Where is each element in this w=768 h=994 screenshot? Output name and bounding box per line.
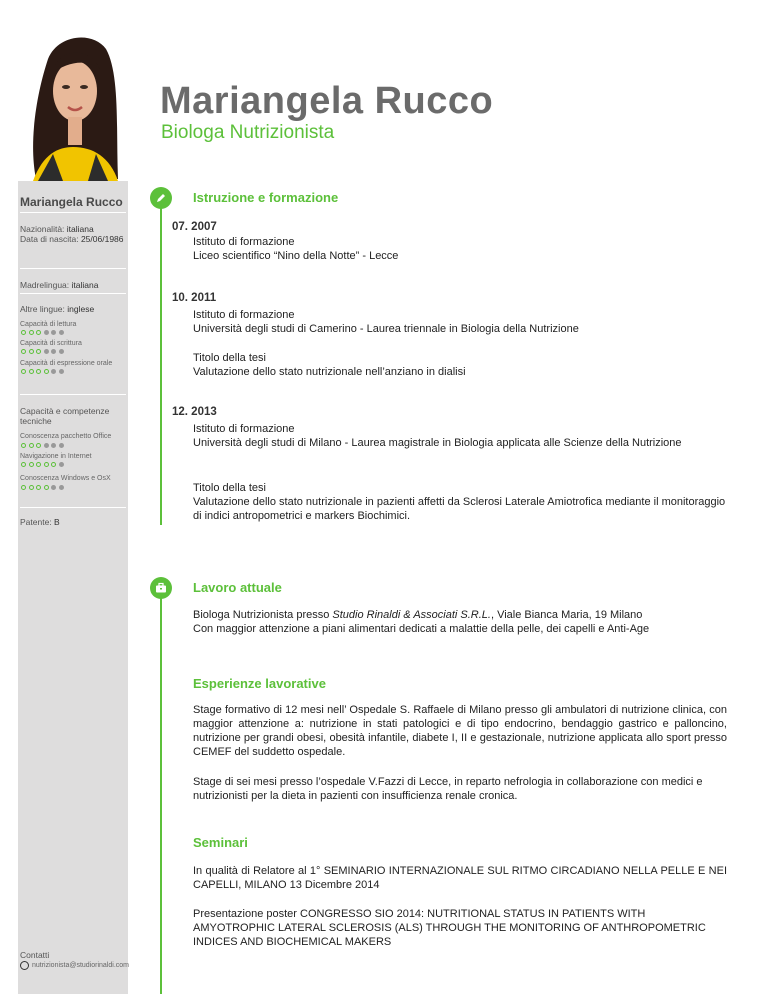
mother-tongue-value: italiana [71,280,99,290]
section-title-education: Istruzione e formazione [193,190,339,205]
skill-rating-reading [21,330,64,338]
thesis-entry [193,351,727,379]
education-label: Istituto di formazione [193,309,295,321]
sidebar-name: Mariangela Rucco [20,195,123,209]
page-subtitle: Biologa Nutrizionista [161,122,335,143]
sidebar-divider [20,268,126,269]
license-value: B [54,517,60,527]
education-entry [193,308,727,336]
education-date: 07. 2007 [172,221,217,233]
rating-dot-filled [21,330,26,335]
rating-dot-empty [59,485,64,490]
rating-dot-filled [29,462,34,467]
skill-label-writing: Capacità di scrittura [20,340,82,347]
sidebar-divider [20,212,126,213]
thesis-label: Titolo della tesi [193,482,266,494]
education-value: Università degli studi di Milano - Laurea magistrale in Biologia applicata alle Scienze della Nutrizione [193,437,682,449]
contact-email[interactable] [20,961,129,970]
rating-dot-filled [36,330,41,335]
page-title: Mariangela Rucco [160,80,494,122]
sidebar-divider [20,293,126,294]
skill-rating-speaking [21,369,64,377]
license-label: Patente: [20,517,55,527]
rating-dot-empty [51,349,56,354]
experience-paragraph: Stage di sei mesi presso l’ospedale V.Fazzi di Lecce, in reparto nefrologia in collaborazione con medici e nutrizionisti per la dieta in pazienti con insufficienza renale cronica. [193,776,703,802]
birthdate [20,234,124,244]
rating-dot-empty [59,443,64,448]
skill-rating-writing [21,349,64,357]
rating-dot-filled [36,369,41,374]
tech-skill-label-office: Conoscenza pacchetto Office [20,433,112,440]
tech-skill-rating-office [21,443,64,451]
rating-dot-empty [44,330,49,335]
rating-dot-empty [51,369,56,374]
rating-dot-empty [44,349,49,354]
pencil-icon [150,187,172,209]
email-icon [20,961,29,970]
nationality-label: Nazionalità: [20,224,67,234]
rating-dot-filled [21,485,26,490]
rating-dot-filled [36,462,41,467]
education-date: 12. 2013 [172,406,217,418]
current-job-company: Studio Rinaldi & Associati S.R.L. [332,609,491,621]
current-job-line-1 [193,608,727,622]
rating-dot-filled [51,462,56,467]
birthdate-value: 25/06/1986 [80,234,124,244]
competences-title-1: Capacità e competenze [20,406,110,416]
thesis-entry [193,481,727,523]
rating-dot-empty [59,330,64,335]
briefcase-icon [150,577,172,599]
rating-dot-filled [21,462,26,467]
rating-dot-empty [51,485,56,490]
section-title-current-job: Lavoro attuale [193,580,282,595]
rating-dot-filled [44,369,49,374]
education-value: Università degli studi di Camerino - Laurea triennale in Biologia della Nutrizione [193,323,579,335]
contacts-label: Contatti [20,950,50,960]
rating-dot-filled [36,443,41,448]
mother-tongue-label: Madrelingua: [20,280,72,290]
rating-dot-filled [21,349,26,354]
rating-dot-filled [29,443,34,448]
other-languages-value: inglese [67,304,95,314]
nationality-value: italiana [66,224,94,234]
rating-dot-empty [59,369,64,374]
rating-dot-empty [59,349,64,354]
rating-dot-filled [36,349,41,354]
tech-skill-label-internet: Navigazione in Internet [20,453,92,460]
sidebar-divider [20,394,126,395]
rating-dot-empty [44,443,49,448]
birthdate-label: Data di nascita: [20,234,81,244]
skill-label-speaking: Capacità di espressione orale [20,360,113,367]
education-label: Istituto di formazione [193,236,295,248]
current-job-suffix: , Viale Bianca Maria, 19 Milano [490,609,643,621]
rating-dot-filled [29,349,34,354]
rating-dot-filled [36,485,41,490]
rating-dot-filled [29,330,34,335]
rating-dot-filled [29,369,34,374]
other-languages [20,304,94,314]
education-label: Istituto di formazione [193,423,295,435]
rating-dot-empty [51,443,56,448]
skill-label-reading: Capacità di lettura [20,321,77,328]
other-languages-label: Altre lingue: [20,304,68,314]
tech-skill-label-os: Conoscenza Windows e OsX [20,475,111,482]
thesis-label: Titolo della tesi [193,352,266,364]
education-entry [193,422,727,450]
seminar-paragraph: Presentazione poster CONGRESSO SIO 2014: NUTRITIONAL STATUS IN PATIENTS WITH AMYOTROPHIC LATERAL SCLEROSIS (ALS) THROUGH THE MONITORING OF ANTHROPOMETRIC INDICES AND BIOCHEMICAL MAKERS [193,908,706,948]
tech-skill-rating-internet [21,462,64,470]
rating-dot-filled [44,462,49,467]
current-job-text [193,608,727,636]
current-job-prefix: Biologa Nutrizionista presso [193,609,333,621]
education-value: Liceo scientifico “Nino della Notte” - Lecce [193,250,399,262]
timeline-line [160,590,162,994]
rating-dot-filled [21,443,26,448]
education-entry [193,235,727,263]
experience-paragraph: Stage formativo di 12 mesi nell’ Ospedale S. Raffaele di Milano presso gli ambulatori di nutrizione clinica, con maggior attenzione a: nutrizione in stati patologici e di tipo endocrino, bendaggio gastrico e palloncino, nutrizione per grandi obesi, obesità infantile, diabete I, II e gestazionale, nutrizione applicata allo sport presso CEMEF del suddetto ospedale. [193,704,727,758]
rating-dot-filled [44,485,49,490]
sidebar-divider [20,507,126,508]
rating-dot-filled [21,369,26,374]
rating-dot-empty [59,462,64,467]
nationality [20,224,94,234]
rating-dot-filled [29,485,34,490]
current-job-line-2: Con maggior attenzione a piani alimentari dedicati a malattie della pelle, dei capelli e Anti-Age [193,623,650,635]
education-date: 10. 2011 [172,292,217,304]
mother-tongue [20,280,98,290]
thesis-value: Valutazione dello stato nutrizionale in pazienti affetti da Sclerosi Laterale Amiotrofica mediante il monitoraggio di indici antropometrici e markers Biochimici. [193,496,726,522]
driving-license [20,517,60,527]
section-title-seminars: Seminari [193,835,248,850]
competences-title-2: tecniche [20,416,52,426]
thesis-value: Valutazione dello stato nutrizionale nell’anziano in dialisi [193,366,466,378]
email-text: nutrizionista@studiorinaldi.com [32,962,129,969]
tech-skill-rating-os [21,485,64,493]
timeline-line [160,205,162,525]
section-title-experience: Esperienze lavorative [193,676,326,691]
rating-dot-empty [51,330,56,335]
profile-photo [18,29,128,181]
seminar-paragraph: In qualità di Relatore al 1° SEMINARIO INTERNAZIONALE SUL RITMO CIRCADIANO NELLA PELLE E NEI CAPELLI, MILANO 13 Dicembre 2014 [193,865,727,891]
